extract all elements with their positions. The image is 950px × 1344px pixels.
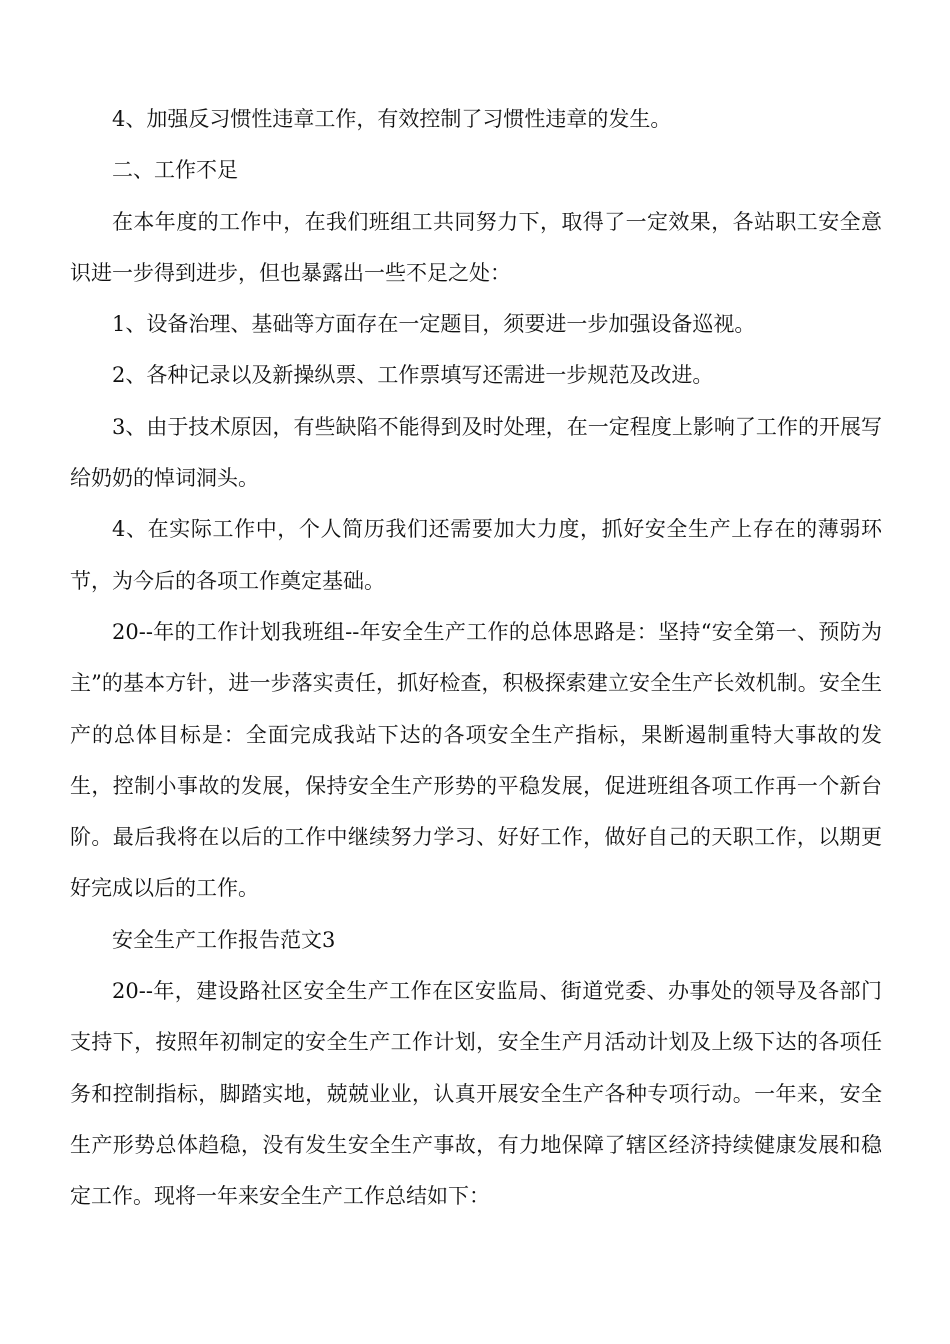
paragraph-community-summary: 20--年，建设路社区安全生产工作在区安监局、街道党委、办事处的领导及各部门支持下，按照年初制定的安全生产工作计划，安全生产月活动计划及上级下达的各项任务和控制指标，脚踏实地，兢兢业业，认真开展安全生产各种专项行动。一年来，安全生产形势总体趋稳，没有发生安全生产事故，有力地保障了辖区经济持续健康发展和稳定工作。现将一年来安全生产工作总结如下： (70, 979, 882, 1209)
paragraph-work-plan: 20--年的工作计划我班组--年安全生产工作的总体思路是：坚持“安全第一、预防为主”的基本方针，进一步落实责任，抓好检查，积极探索建立安全生产长效机制。安全生产的总体目标是：全面完成我站下达的各项安全生产指标，果断遏制重特大事故的发生，控制小事故的发展，保持安全生产形势的平稳发展，促进班组各项工作再一个新台阶。最后我将在以后的工作中继续努力学习、好好工作，做好自己的天职工作，以期更好完成以后的工作。 (70, 619, 882, 901)
document-body (70, 94, 882, 1223)
paragraph-intro-shortcomings: 在本年度的工作中，在我们班组工共同努力下，取得了一定效果，各站职工安全意识进一步得到进步，但也暴露出一些不足之处： (70, 209, 882, 285)
paragraph-item-4-anti-violation: 4、加强反习惯性违章工作，有效控制了习惯性违章的发生。 (112, 107, 672, 131)
paragraph-item-2-records: 2、各种记录以及新操纵票、工作票填写还需进一步规范及改进。 (112, 363, 714, 388)
section-heading-report-3: 安全生产工作报告范文3 (112, 927, 336, 952)
paragraph-item-3-technical: 3、由于技术原因，有些缺陷不能得到及时处理，在一定程度上影响了工作的开展写给奶奶的悼词洞头。 (70, 414, 882, 491)
section-heading-shortcomings: 二、工作不足 (112, 158, 238, 183)
paragraph-item-4-practical: 4、在实际工作中，个人简历我们还需要加大力度，抓好安全生产上存在的薄弱环节，为今后的各项工作奠定基础。 (70, 517, 882, 593)
paragraph-item-1-equipment: 1、设备治理、基础等方面存在一定题目，须要进一步加强设备巡视。 (112, 312, 756, 337)
